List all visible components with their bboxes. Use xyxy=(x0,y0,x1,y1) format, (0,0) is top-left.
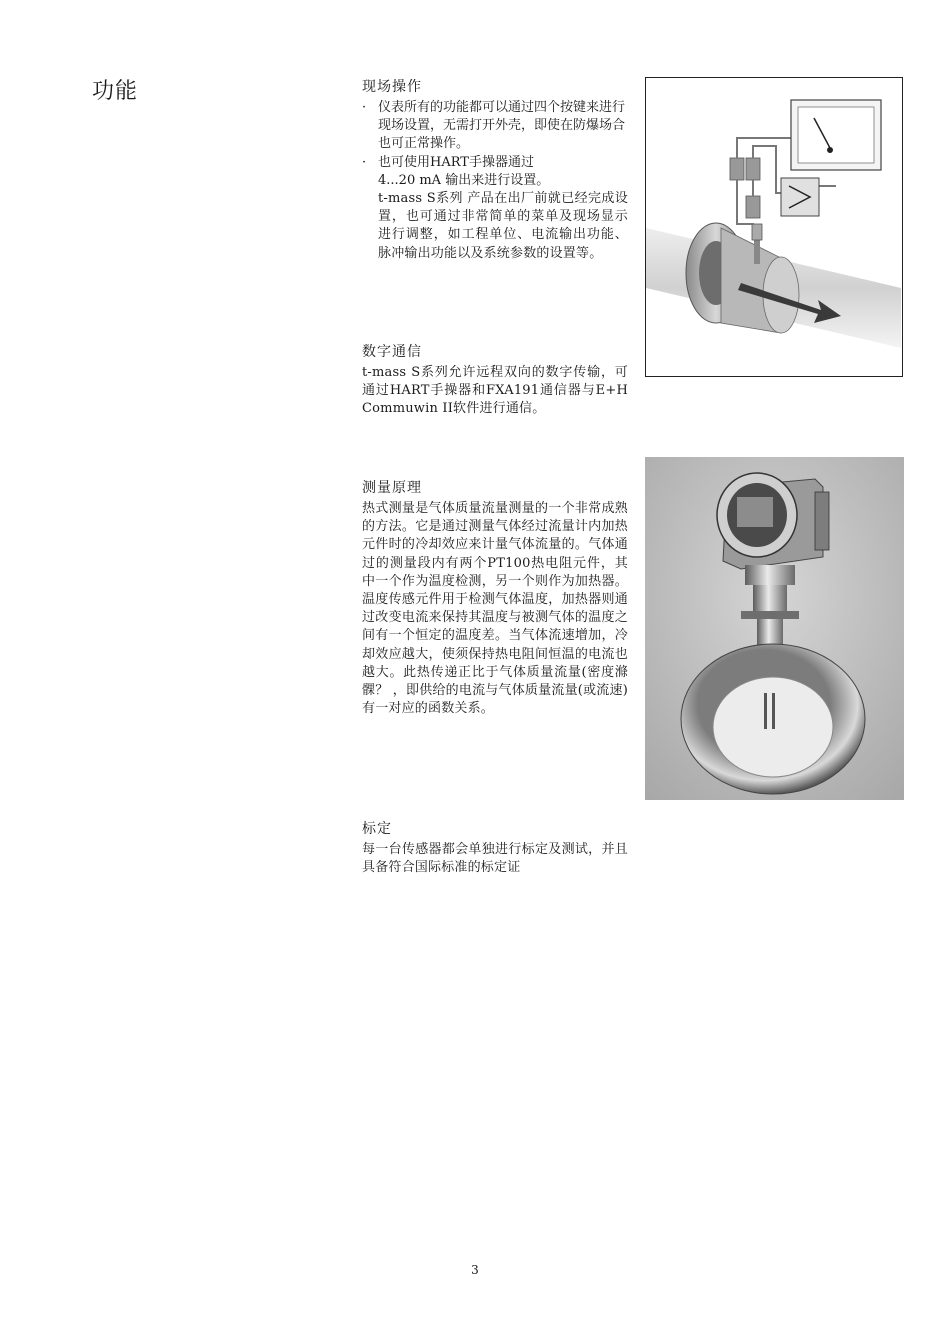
section-measuring-principle xyxy=(362,479,628,718)
section-title: 标定 xyxy=(362,821,392,837)
bullet-item: · 仪表所有的功能都可以通过四个按键来进行现场设置，无需打开外壳，即使在防爆场合也可正常操作。 xyxy=(362,99,628,154)
section-digital-communication xyxy=(362,343,628,419)
device-photo xyxy=(645,457,904,800)
section-local-operation xyxy=(362,78,628,263)
paragraph: t-mass S系列允许远程双向的数字传输，可通过HART手操器和FXA191通信器与E+H Commuwin II软件进行通信。 xyxy=(362,365,628,417)
section-heading: 功能 xyxy=(92,79,139,104)
paragraph: t-mass S系列 产品在出厂前就已经完成设置，也可通过非常简单的菜单及现场显示进行调整，如工程单位、电流输出功能、脉冲输出功能以及系统参数的设置等。 xyxy=(378,191,628,261)
section-calibration xyxy=(362,820,628,877)
section-title: 测量原理 xyxy=(362,480,422,496)
page-number: 3 xyxy=(471,1263,479,1277)
section-title: 数字通信 xyxy=(362,344,422,360)
current-output-line: 4...20 mA 输出来进行设置。 xyxy=(378,172,550,188)
paragraph: 热式测量是气体质量流量测量的一个非常成熟的方法。它是通过测量气体经过流量计内加热元件时的冷却效应来计量气体流量的。气体通过的测量段内有两个PT100热电阻元件，其中一个作为温度检测，另一个则作为加热器。温度传感元件用于检测气体温度，加热器则通过改变电流来保持其温度与被测气体的温度之间有一个恒定的温度差。当气体流速增加，冷却效应越大，使须保持热电阻间恒温的电流也越大。此热传递正比于气体质量流量(密度滌 髁？ ，即供给的电流与气体质量流量(或流速)有一对应的函数关系。 xyxy=(362,501,628,717)
paragraph: 每一台传感器都会单独进行标定及测试，并且具备符合国际标准的标定证 xyxy=(362,842,628,876)
section-title: 现场操作 xyxy=(362,79,422,95)
device-photo-illustration xyxy=(645,457,904,800)
bullet-item: · 也可使用HART手操器通过 xyxy=(362,154,628,172)
system-diagram-illustration xyxy=(646,78,901,375)
system-diagram-figure xyxy=(645,77,903,377)
bullet-list xyxy=(362,99,628,172)
